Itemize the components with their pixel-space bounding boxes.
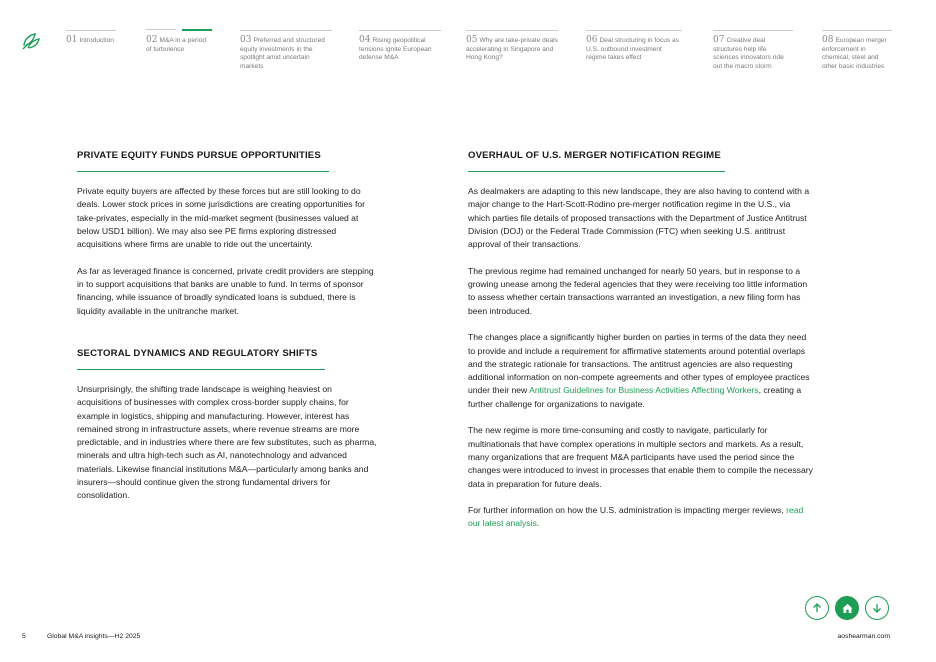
next-page-button[interactable]	[865, 596, 889, 620]
arrow-up-icon	[811, 602, 823, 614]
section-heading: SECTORAL DYNAMICS AND REGULATORY SHIFTS	[77, 347, 318, 359]
chapter-navigation	[0, 30, 936, 90]
nav-item-01[interactable]	[66, 30, 116, 46]
page-number: 5	[22, 633, 26, 640]
nav-bar	[66, 30, 116, 31]
nav-number: 03	[240, 35, 252, 45]
paragraph: Unsurprisingly, the shifting trade landscape is weighing heaviest on acquisitions of businesses with complex cross-border supply chains, for example in logistics, shipping and manufacturing. However, interest has remained strong in infrastructure assets, where revenue streams are more predictable, and in industries where there are few substitutes, such as pharma, minerals and ultra high-tech such as AI, nanotechnology and advanced materials. Likewise financial institutions M&A—particularly among banks and insurers—should continue given the strong fundamental drivers for consolidation.	[77, 383, 377, 501]
nav-item-07[interactable]	[713, 30, 793, 71]
heading-rule	[468, 171, 725, 172]
left-column	[77, 150, 377, 516]
section-heading: PRIVATE EQUITY FUNDS PURSUE OPPORTUNITIES	[77, 150, 321, 161]
nav-item-03[interactable]	[240, 30, 332, 71]
nav-label: Introduction	[79, 37, 114, 44]
nav-label: Why are take-private deals accelerating in Singapore and Hong Kong?	[466, 37, 558, 62]
nav-item-04[interactable]	[359, 30, 441, 63]
paragraph-text: For further information on how the U.S. administration is impacting merger reviews,	[468, 505, 787, 516]
home-button[interactable]	[835, 596, 859, 620]
nav-bar	[359, 30, 441, 31]
section-sectoral-dynamics	[77, 348, 377, 503]
paragraph	[468, 331, 813, 411]
nav-bar	[466, 30, 558, 31]
nav-label: M&A in a period of turbulence	[146, 37, 207, 53]
nav-bar	[586, 30, 682, 31]
antitrust-guidelines-link[interactable]: Antitrust Guidelines for Business Activities Affecting Workers	[529, 385, 759, 396]
nav-number: 02	[146, 35, 158, 45]
nav-number: 06	[586, 35, 598, 45]
paragraph: The previous regime had remained unchanged for nearly 50 years, but in response to a growing unease among the federal agencies that they were receiving too little information to assess whether certain transactions warranted an investigation, a new filing form has been introduced.	[468, 265, 808, 316]
nav-item-02[interactable]	[146, 30, 212, 54]
right-column	[468, 150, 813, 544]
publication-title: Global M&A insights—H2 2025	[47, 633, 141, 640]
nav-number: 01	[66, 35, 78, 45]
nav-label: Creative deal structures help life sciences innovators ride out the macro storm	[713, 37, 784, 70]
website-link[interactable]: aoshearman.com	[837, 633, 890, 640]
latest-analysis-link[interactable]: read our latest analysis	[468, 505, 804, 529]
nav-number: 08	[822, 35, 834, 45]
nav-item-08[interactable]	[822, 30, 892, 71]
paragraph: Private equity buyers are affected by these forces but are still looking to do deals. Lower stock prices in some jurisdictions are creating opportunities for take-privates, especially in the mid-market segment (businesses valued at below USD1 billion). We may also see PE firms exploring distressed acquisitions where firms are unable to ride out the uncertainty.	[77, 186, 366, 250]
nav-label: Preferred and structured equity investments in the spotlight amid uncertain markets	[240, 37, 325, 70]
home-icon	[841, 602, 854, 615]
heading-rule	[77, 369, 325, 370]
nav-bar	[822, 30, 892, 31]
paragraph: The new regime is more time-consuming and costly to navigate, particularly for multinationals that have complex operations in multiple sectors and markets. As a result, many organizations that are frequent M&A participants have used the period since the changes were introduced to invest in processes that enable them to compile the necessary data in preparation for future deals.	[468, 425, 813, 489]
paragraph: As far as leveraged finance is concerned, private credit providers are stepping in to support acquisitions that banks are unable to fund. In terms of sponsor financing, while issuance of broadly syndicated loans is subdued, there is liquidity available in the unitranche market.	[77, 265, 374, 316]
paragraph: As dealmakers are adapting to this new landscape, they are also having to contend with a major change to the Hart-Scott-Rodino pre-merger notification regime in the U.S., via which parties file details of proposed transactions with the Department of Justice Antitrust Division (DOJ) or the Federal Trade Commission (FTC) when seeking U.S. antitrust approval of their transactions.	[468, 186, 810, 250]
section-heading: OVERHAUL OF U.S. MERGER NOTIFICATION REGIME	[468, 150, 721, 161]
nav-bar	[240, 30, 332, 31]
nav-bar	[713, 30, 793, 31]
nav-bar	[146, 30, 212, 31]
nav-item-06[interactable]	[586, 30, 682, 63]
arrow-down-icon	[871, 602, 883, 614]
previous-page-button[interactable]	[805, 596, 829, 620]
nav-number: 07	[713, 35, 725, 45]
nav-label: Rising geopolitical tensions ignite European defense M&A	[359, 37, 432, 62]
paragraph	[468, 504, 813, 531]
paragraph-text: , creating a further challenge for organizations to navigate.	[468, 385, 802, 409]
nav-number: 04	[359, 35, 371, 45]
nav-label: European merger enforcement in chemical, steel and other basic industries	[822, 37, 887, 70]
paragraph-text: The changes place a significantly higher burden on parties in terms of the data they need to provide and include a requirement for affirmative statements around potential overlaps and the strategic rationale for transactions. The antitrust agencies are also requesting additional information on non-compete agreements and other types of employee practices under their new	[468, 332, 810, 396]
section-private-equity	[77, 150, 377, 318]
nav-label: Deal structuring in focus as U.S. outbound investment regime takes effect	[586, 37, 679, 62]
paragraph-text: .	[536, 518, 540, 529]
page-navigation-buttons	[805, 596, 891, 620]
heading-rule	[77, 171, 329, 172]
nav-number: 05	[466, 35, 478, 45]
nav-item-05[interactable]	[466, 30, 558, 63]
